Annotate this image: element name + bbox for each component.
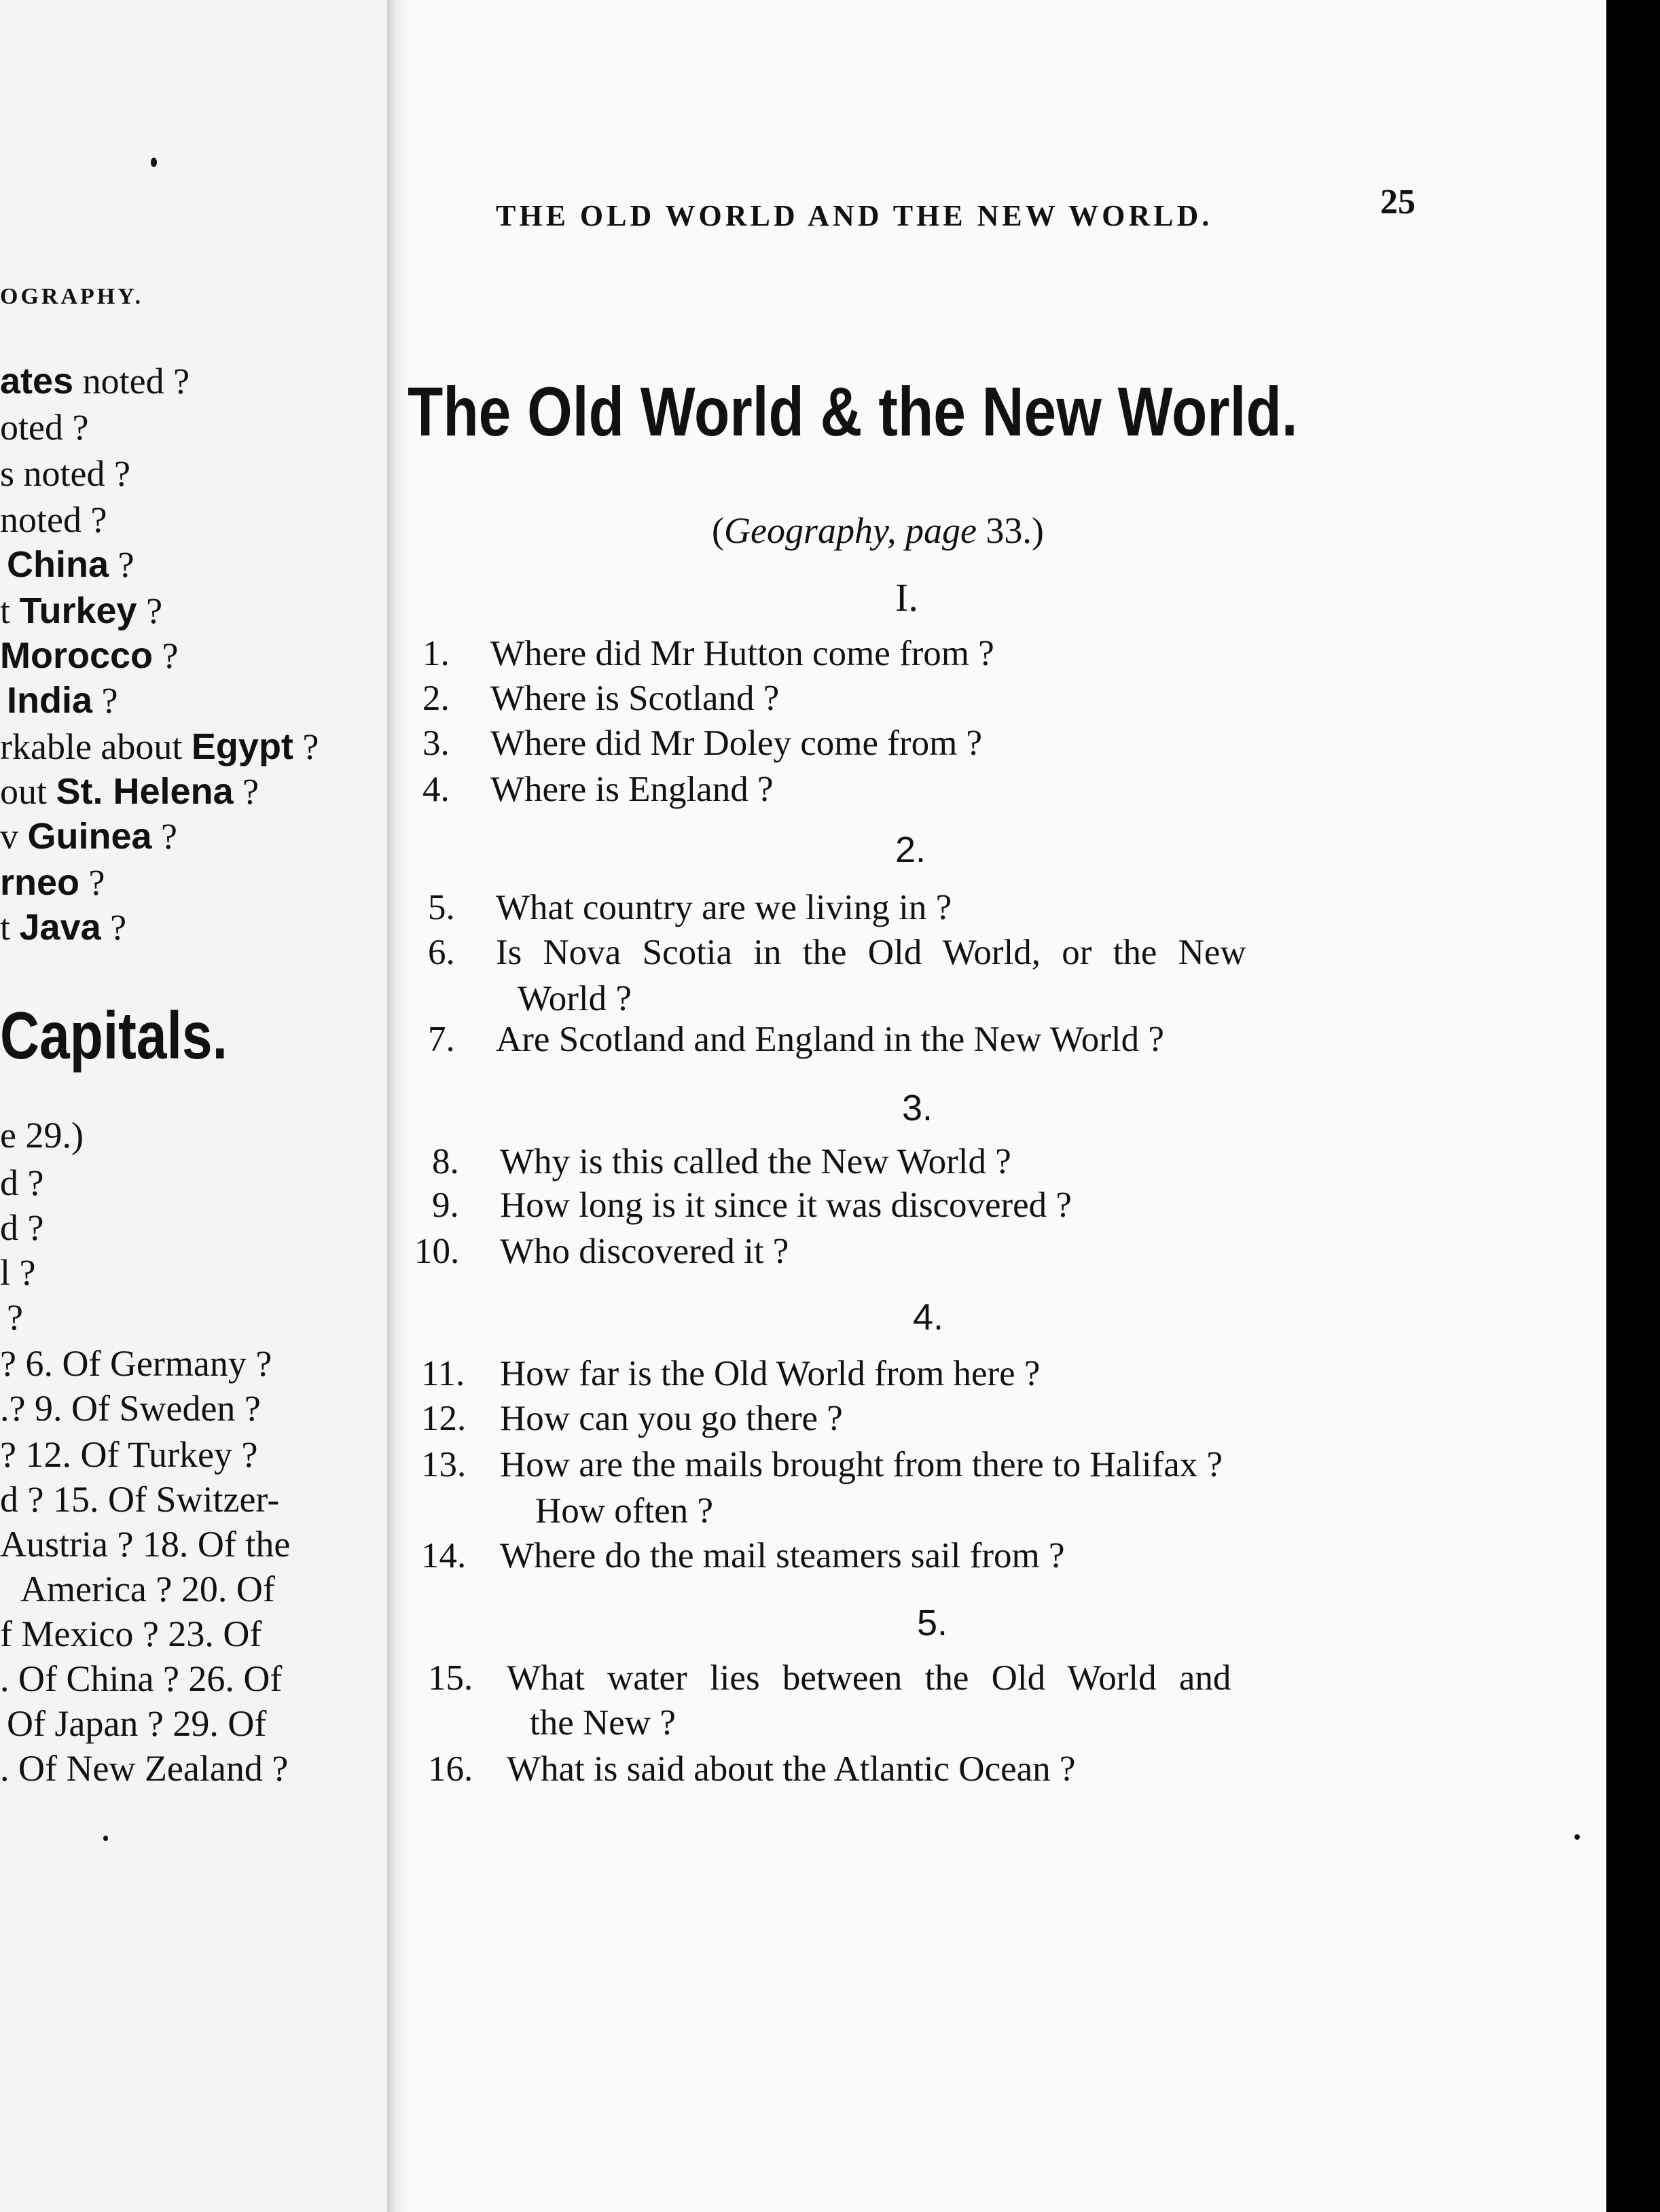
left-line: Morocco ?: [0, 635, 179, 676]
left-capitals-ref: e 29.): [0, 1115, 84, 1156]
left-capitals-line: ? 12. Of Turkey ?: [0, 1434, 258, 1475]
left-capitals-line: . Of China ? 26. Of: [0, 1658, 283, 1699]
left-capitals-line: Austria ? 18. Of the: [0, 1524, 291, 1565]
left-facing-page: [0, 0, 387, 2212]
page-title: The Old World & the New World.: [408, 373, 1298, 450]
question-continuation: the New ?: [530, 1703, 676, 1743]
scan-border: [1606, 0, 1660, 2212]
left-line: ates noted ?: [0, 361, 190, 402]
right-page: [408, 0, 1606, 2212]
left-capitals-line: . Of New Zealand ?: [0, 1748, 289, 1789]
left-line: India ?: [7, 680, 118, 721]
section-heading: 5.: [917, 1603, 948, 1643]
left-line: out St. Helena ?: [0, 771, 259, 812]
question: 7. Are Scotland and England in the New World ?: [428, 1020, 1164, 1059]
question: 2. Where is Scotland ?: [422, 679, 780, 718]
question: 5. What country are we living in ?: [428, 888, 952, 927]
geography-reference: (Geography, page 33.): [712, 510, 1044, 551]
question: 8. Why is this called the New World ?: [432, 1142, 1011, 1181]
section-heading: 2.: [895, 830, 926, 870]
question: 4. Where is England ?: [422, 770, 774, 809]
section-heading: 4.: [913, 1297, 944, 1338]
question: 9. How long is it since it was discovered ?: [432, 1185, 1072, 1225]
ink-speck: [103, 1836, 108, 1841]
left-capitals-line: America ? 20. Of: [20, 1569, 275, 1609]
left-line: rneo ?: [0, 862, 105, 903]
left-capitals-line: l ?: [0, 1252, 36, 1293]
question: 1. Where did Mr Hutton come from ?: [422, 634, 994, 673]
left-line: rkable about Egypt ?: [0, 726, 319, 767]
left-line: t Turkey ?: [0, 590, 163, 631]
left-line: t Java ?: [0, 907, 127, 948]
left-capitals-line: .? 9. Of Sweden ?: [0, 1388, 261, 1429]
question: 15. What water lies between the Old World and: [428, 1658, 1231, 1698]
left-capitals-line: Of Japan ? 29. Of: [7, 1703, 267, 1744]
question: 3. Where did Mr Doley come from ?: [422, 724, 983, 763]
left-line: v Guinea ?: [0, 816, 178, 857]
question-continuation: How often ?: [535, 1491, 713, 1531]
left-line: China ?: [7, 544, 134, 585]
section-heading: 3.: [902, 1088, 933, 1128]
question: 14. Where do the mail steamers sail from ?: [421, 1536, 1065, 1575]
section-heading: I.: [895, 575, 918, 620]
left-capitals-heading: Capitals.: [0, 998, 228, 1073]
left-capitals-line: d ?: [0, 1162, 44, 1203]
ink-speck: [1574, 1834, 1580, 1840]
question: 12. How can you go there ?: [421, 1399, 843, 1438]
left-line: noted ?: [0, 499, 107, 540]
question: 16. What is said about the Atlantic Ocean ?: [428, 1749, 1076, 1789]
question: 10. Who discovered it ?: [414, 1232, 789, 1271]
left-capitals-line: d ? 15. Of Switzer-: [0, 1479, 280, 1520]
left-capitals-line: ? 6. Of Germany ?: [0, 1343, 272, 1384]
running-head: THE OLD WORLD AND THE NEW WORLD.: [496, 199, 1213, 232]
question-continuation: World ?: [518, 979, 632, 1018]
left-line: s noted ?: [0, 453, 130, 494]
ink-speck: [151, 158, 157, 167]
question: 13. How are the mails brought from there to Halifax ?: [421, 1445, 1223, 1484]
page-number: 25: [1380, 183, 1415, 221]
left-running-head-fragment: OGRAPHY.: [0, 284, 144, 309]
left-line: oted ?: [0, 407, 89, 448]
question: 11. How far is the Old World from here ?: [421, 1354, 1041, 1393]
left-capitals-line: ?: [7, 1297, 23, 1338]
left-capitals-line: d ?: [0, 1207, 44, 1248]
question: 6. Is Nova Scotia in the Old World, or the New: [428, 933, 1246, 972]
left-capitals-line: f Mexico ? 23. Of: [0, 1613, 262, 1654]
page-gutter: [387, 0, 408, 2212]
